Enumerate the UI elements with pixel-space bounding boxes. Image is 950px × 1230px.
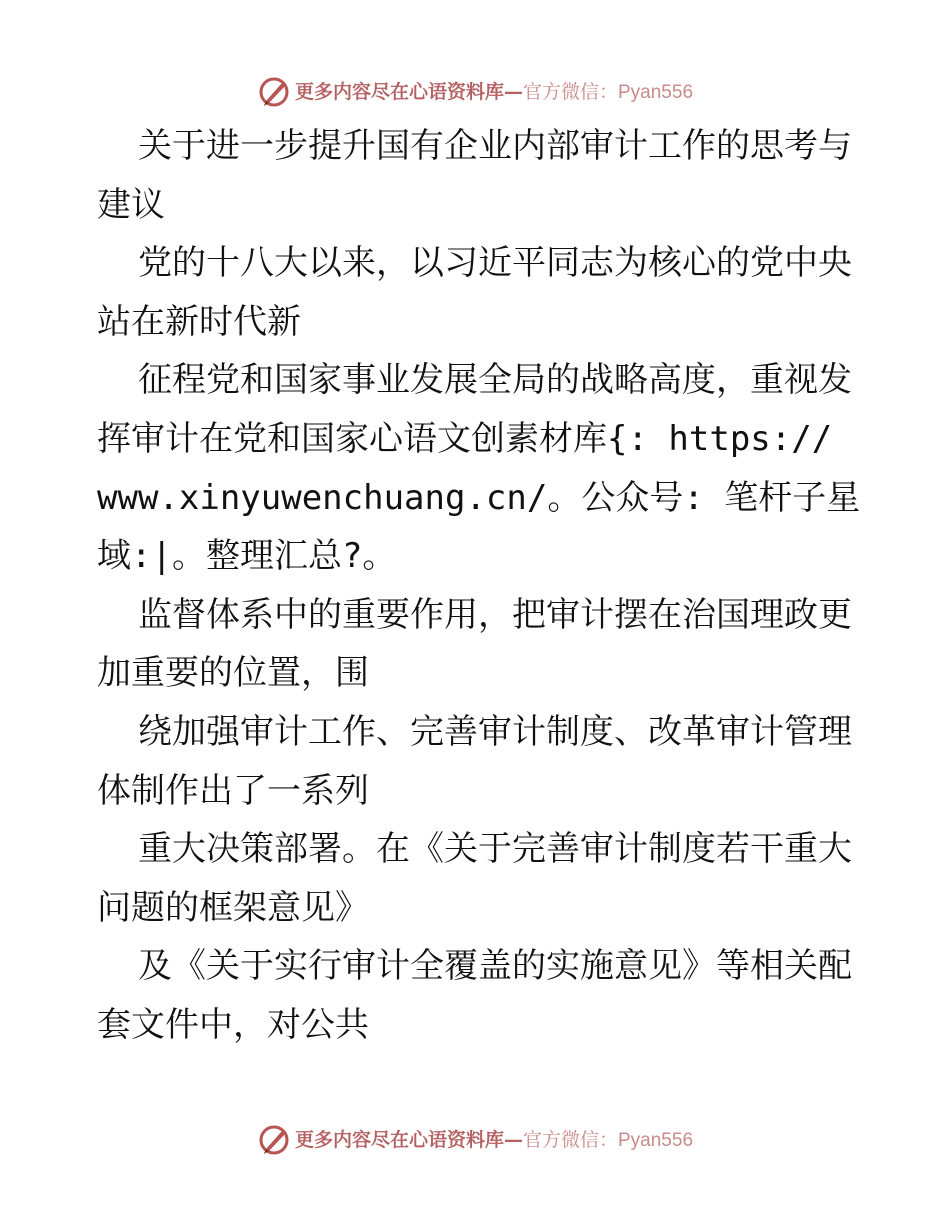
text-line: www.xinyuwenchuang.cn/。公众号: 笔杆子星 (97, 477, 861, 518)
text-line: 关于进一步提升国有企业内部审计工作的思考与 (97, 126, 852, 166)
banner-wechat: 官方微信：Pyan556 (523, 81, 694, 103)
text-line: 问题的框架意见》 (97, 887, 369, 928)
banner-text: 更多内容尽在心语资料库— (294, 80, 523, 103)
text-line: 及《关于实行审计全覆盖的实施意见》等相关配 (97, 946, 852, 987)
pen-logo-icon (257, 1123, 291, 1157)
text-line: 体制作出了一系列 (97, 770, 369, 811)
banner-wechat: 官方微信：Pyan556 (523, 1129, 694, 1151)
article-body (97, 117, 861, 1055)
footer-banner (0, 1120, 950, 1160)
text-line: 征程党和国家事业发展全局的战略高度，重视发 (97, 360, 852, 401)
text-line: 站在新时代新 (97, 301, 301, 342)
text-line: 建议 (97, 184, 165, 225)
text-line: 绕加强审计工作、完善审计制度、改革审计管理 (97, 711, 852, 752)
text-line: 重大决策部署。在《关于完善审计制度若干重大 (97, 829, 852, 870)
pen-logo-icon (257, 75, 291, 109)
text-line: 党的十八大以来，以习近平同志为核心的党中央 (97, 243, 852, 284)
banner-text: 更多内容尽在心语资料库— (294, 1128, 523, 1151)
text-line: 套文件中，对公共 (97, 1004, 369, 1045)
header-banner (0, 72, 950, 112)
text-line: 域:|。整理汇总?。 (97, 536, 397, 577)
text-line: 监督体系中的重要作用，把审计摆在治国理政更 (97, 594, 852, 635)
text-line: 挥审计在党和国家心语文创素材库{: https:// (97, 418, 833, 459)
text-line: 加重要的位置，围 (97, 653, 369, 694)
